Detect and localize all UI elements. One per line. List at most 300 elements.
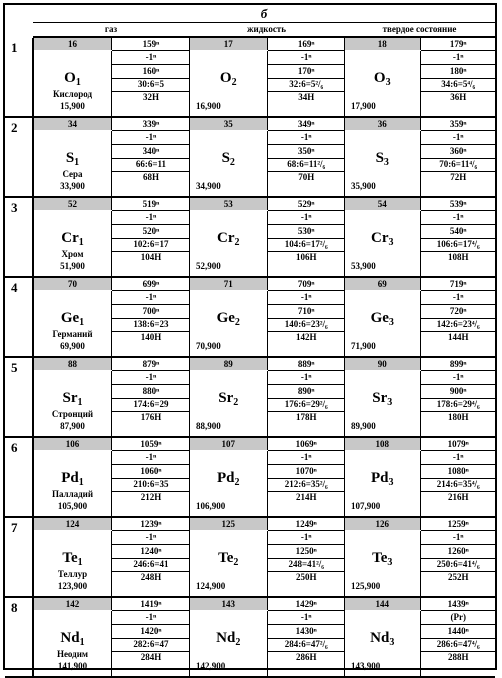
element-values (112, 198, 190, 276)
element-name: Сера (62, 169, 83, 179)
element-value: 879ⁿ (112, 358, 190, 371)
element-value: 252H (447, 572, 469, 582)
element-symbol-letters: S (65, 150, 75, 166)
element-symbol-letters: O (219, 70, 232, 86)
element-value: 36H (450, 92, 467, 102)
element-symbol-area (34, 531, 112, 596)
element-symbol (190, 469, 267, 492)
element-value: 142:6=23⁴/₆ (421, 318, 497, 332)
element-symbol (190, 69, 267, 92)
element-symbol-area (190, 371, 268, 436)
element-symbol-index: 2 (233, 557, 239, 568)
element-value: 66:6=11 (112, 158, 190, 172)
element-symbol-index: 2 (234, 477, 240, 488)
element-value: 180H (447, 412, 469, 422)
element-symbol-index: 3 (388, 317, 394, 328)
element-value: 1239ⁿ (112, 518, 190, 531)
element-symbol-letters: Nd (216, 630, 236, 646)
element-symbol-area (345, 531, 421, 596)
element-symbol-area (34, 611, 112, 676)
element-value: 1060ⁿ (112, 465, 190, 479)
element-value: 248=41²/₆ (268, 558, 346, 572)
element-group (189, 358, 345, 436)
element-value: 106:6=17⁴/₆ (421, 238, 497, 252)
element-symbol-letters: Pd (61, 470, 79, 486)
element-values (268, 598, 346, 676)
element-symbol-area (345, 611, 421, 676)
element-value: 180ⁿ (421, 65, 497, 79)
element-mass: 71,900 (351, 341, 376, 351)
element-number: 54 (345, 198, 421, 210)
element-mass: 16,900 (196, 101, 221, 111)
element-values (112, 118, 190, 196)
element-value: 159ⁿ (112, 38, 190, 51)
element-value: 72H (450, 172, 467, 182)
element-value: 250H (295, 572, 317, 582)
element-symbol (345, 149, 420, 172)
element-group (33, 198, 190, 276)
element-value: 720ⁿ (421, 305, 497, 319)
table-row (5, 198, 495, 278)
element-value: -1ⁿ (112, 211, 190, 225)
element-number: 143 (190, 598, 268, 610)
element-symbol-letters: Cr (371, 230, 389, 246)
element-number: 107 (190, 438, 268, 450)
element-symbol-index: 3 (389, 637, 395, 648)
element-group (189, 518, 345, 596)
element-value: 178H (295, 412, 317, 422)
element-symbol-letters: Cr (61, 230, 79, 246)
element-values (112, 518, 190, 596)
element-number: 52 (34, 198, 112, 210)
element-value: 1429ⁿ (268, 598, 346, 611)
element-value: 212:6=35²/₆ (268, 478, 346, 492)
element-value: 178:6=29⁴/₆ (421, 398, 497, 412)
table-row (5, 518, 495, 598)
element-value: 176:6=29²/₆ (268, 398, 346, 412)
element-symbol-index: 1 (77, 557, 83, 568)
element-symbol-area (190, 51, 268, 116)
element-value: 520ⁿ (112, 225, 190, 239)
element-value: 140:6=23²/₆ (268, 318, 346, 332)
element-value: 288H (447, 652, 469, 662)
element-number: 70 (34, 278, 112, 290)
element-mass: 52,900 (196, 261, 221, 271)
element-symbol (345, 469, 420, 492)
element-symbol (190, 149, 267, 172)
element-value: -1ⁿ (268, 51, 346, 65)
element-symbol-index: 1 (79, 317, 85, 328)
element-mass: 107,900 (351, 501, 381, 511)
element-value: 1069ⁿ (268, 438, 346, 451)
element-value: (Pr) (421, 611, 497, 625)
element-value: 519ⁿ (112, 198, 190, 211)
row-number (5, 118, 34, 196)
element-symbol-area (190, 611, 268, 676)
element-values (268, 438, 346, 516)
table-title: б (33, 5, 495, 23)
row-number-label: 2 (11, 120, 18, 135)
element-symbol-letters: Sr (62, 390, 78, 406)
element-value: -1ⁿ (268, 291, 346, 305)
element-number: 90 (345, 358, 421, 370)
element-value: 286H (295, 652, 317, 662)
element-number: 16 (34, 38, 112, 50)
element-value: 32H (142, 92, 159, 102)
element-number: 34 (34, 118, 112, 130)
element-mass: 123,900 (57, 581, 88, 591)
element-symbol-area (34, 51, 112, 116)
element-symbol (190, 309, 267, 332)
table-row (5, 598, 495, 678)
element-group (189, 198, 345, 276)
element-value: 1240ⁿ (112, 545, 190, 559)
element-value: -1ⁿ (421, 51, 497, 65)
element-group (33, 358, 190, 436)
element-value: 286:6=47⁴/₆ (421, 638, 497, 652)
element-mass: 35,900 (351, 181, 376, 191)
element-value: 1420ⁿ (112, 625, 190, 639)
element-symbol (190, 549, 267, 572)
element-number: 88 (34, 358, 112, 370)
row-number (5, 518, 34, 596)
element-value: 710ⁿ (268, 305, 346, 319)
element-mass: 15,900 (60, 101, 85, 111)
element-value: 250:6=41⁴/₆ (421, 558, 497, 572)
column-header-solid: твердое состояние (382, 24, 457, 34)
element-value: 174:6=29 (112, 398, 190, 412)
element-value: 1439ⁿ (421, 598, 497, 611)
row-number (5, 438, 34, 516)
row-number (5, 38, 34, 116)
element-number: 69 (345, 278, 421, 290)
element-value: 1419ⁿ (112, 598, 190, 611)
element-value: 1079ⁿ (421, 438, 497, 451)
element-value: -1ⁿ (268, 131, 346, 145)
element-name: Неодим (56, 649, 89, 659)
element-symbol-letters: S (375, 150, 384, 166)
element-value: -1ⁿ (112, 51, 190, 65)
element-mass: 53,900 (351, 261, 376, 271)
element-group (344, 278, 496, 356)
element-mass: 124,900 (196, 581, 226, 591)
element-value: 1440ⁿ (421, 625, 497, 639)
row-number-label: 4 (11, 280, 18, 295)
element-number: 142 (34, 598, 112, 610)
element-mass: 142,900 (196, 661, 226, 671)
element-symbol-letters: O (64, 70, 76, 86)
element-value: -1ⁿ (112, 451, 190, 465)
element-symbol-area (190, 211, 268, 276)
element-value: 1070ⁿ (268, 465, 346, 479)
element-number: 108 (345, 438, 421, 450)
element-name: Хром (61, 249, 84, 259)
element-mass: 88,900 (196, 421, 221, 431)
element-group (33, 518, 190, 596)
element-values (112, 358, 190, 436)
element-value: -1ⁿ (268, 211, 346, 225)
element-number: 106 (34, 438, 112, 450)
element-value: 284:6=47²/₆ (268, 638, 346, 652)
element-group (189, 438, 345, 516)
element-symbol-letters: Ge (370, 310, 389, 326)
element-symbol (345, 629, 420, 652)
element-symbol (190, 229, 267, 252)
element-number: 71 (190, 278, 268, 290)
element-value: 880ⁿ (112, 385, 190, 399)
element-group (33, 598, 190, 676)
element-value: 539ⁿ (421, 198, 497, 211)
element-value: -1ⁿ (112, 131, 190, 145)
element-symbol-letters: Sr (372, 390, 388, 406)
element-symbol-area (34, 371, 112, 436)
element-symbol-letters: Nd (60, 630, 80, 646)
element-symbol-area (345, 371, 421, 436)
element-value: 216H (447, 492, 469, 502)
element-symbol-index: 2 (234, 237, 240, 248)
element-mass: 17,900 (351, 101, 376, 111)
element-group (344, 198, 496, 276)
element-value: 32:6=5²/₆ (268, 78, 346, 92)
element-number: 18 (345, 38, 421, 50)
element-value: 1259ⁿ (421, 518, 497, 531)
element-symbol (345, 389, 420, 412)
element-group (344, 38, 496, 116)
element-values (421, 118, 497, 196)
element-group (189, 118, 345, 196)
element-symbol-area (345, 51, 421, 116)
element-value: 529ⁿ (268, 198, 346, 211)
element-mass: 143,900 (351, 661, 381, 671)
element-symbol-index: 1 (78, 237, 84, 248)
element-symbol-letters: Te (372, 550, 388, 566)
element-value: 138:6=23 (112, 318, 190, 332)
element-value: 700ⁿ (112, 305, 190, 319)
element-value: 246:6=41 (112, 558, 190, 572)
element-group (189, 38, 345, 116)
element-symbol-area (34, 451, 112, 516)
element-symbol-index: 2 (229, 157, 235, 168)
element-symbol-letters: O (373, 70, 386, 86)
element-value: -1ⁿ (268, 451, 346, 465)
element-symbol-index: 1 (78, 477, 84, 488)
element-group (33, 118, 190, 196)
element-value: 248H (140, 572, 162, 582)
element-mass: 105,900 (57, 501, 88, 511)
element-symbol-index: 2 (235, 637, 241, 648)
element-symbol-area (34, 131, 112, 196)
element-value: 360ⁿ (421, 145, 497, 159)
element-symbol-area (190, 531, 268, 596)
element-value: 214H (295, 492, 317, 502)
element-values (421, 198, 497, 276)
periodic-table-sheet (3, 3, 497, 670)
element-value: 169ⁿ (268, 38, 346, 51)
element-symbol-letters: Pd (216, 470, 235, 486)
element-value: 540ⁿ (421, 225, 497, 239)
element-value: 104:6=17²/₆ (268, 238, 346, 252)
element-value: 900ⁿ (421, 385, 497, 399)
element-value: -1ⁿ (268, 611, 346, 625)
element-number: 89 (190, 358, 268, 370)
row-number-label: 5 (11, 360, 18, 375)
element-values (421, 598, 497, 676)
table-row (5, 358, 495, 438)
element-symbol-index: 2 (234, 317, 240, 328)
element-value: 104H (140, 252, 162, 262)
element-values (421, 38, 497, 116)
element-symbol (345, 69, 420, 92)
element-value: 68H (142, 172, 159, 182)
table-row (5, 438, 495, 518)
element-value: 140H (140, 332, 162, 342)
element-symbol-index: 1 (75, 77, 81, 88)
element-value: 30:6=5 (112, 78, 190, 92)
element-group (33, 438, 190, 516)
element-symbol-letters: Ge (216, 310, 235, 326)
row-number (5, 598, 34, 676)
element-value: 70H (298, 172, 315, 182)
element-value: 144H (447, 332, 469, 342)
element-values (112, 278, 190, 356)
row-number (5, 278, 34, 356)
element-group (189, 598, 345, 676)
row-number-label: 8 (11, 600, 18, 615)
element-value: 210:6=35 (112, 478, 190, 492)
element-values (268, 358, 346, 436)
element-symbol-index: 1 (79, 637, 85, 648)
element-value: 170ⁿ (268, 65, 346, 79)
element-symbol-index: 1 (77, 397, 83, 408)
element-symbol-letters: Nd (370, 630, 390, 646)
element-values (268, 118, 346, 196)
element-number: 35 (190, 118, 268, 130)
element-value: 214:6=35⁴/₆ (421, 478, 497, 492)
element-number: 126 (345, 518, 421, 530)
element-value: 108H (447, 252, 469, 262)
element-values (421, 518, 497, 596)
element-symbol-area (34, 211, 112, 276)
element-mass: 51,900 (60, 261, 85, 271)
element-group (344, 598, 496, 676)
element-value: -1ⁿ (112, 371, 190, 385)
element-group (344, 358, 496, 436)
element-symbol (345, 309, 420, 332)
element-value: 212H (140, 492, 162, 502)
column-header-row (33, 22, 495, 38)
element-value: -1ⁿ (112, 531, 190, 545)
element-symbol-index: 2 (231, 77, 237, 88)
element-value: 160ⁿ (112, 65, 190, 79)
element-group (33, 278, 190, 356)
element-symbol-area (345, 291, 421, 356)
element-mass: 106,900 (196, 501, 226, 511)
element-value: -1ⁿ (268, 371, 346, 385)
element-symbol-index: 3 (387, 557, 393, 568)
element-symbol-area (345, 451, 421, 516)
element-symbol-area (190, 451, 268, 516)
element-symbol-area (345, 131, 421, 196)
element-value: 282:6=47 (112, 638, 190, 652)
element-value: -1ⁿ (421, 371, 497, 385)
element-value: 68:6=11²/₆ (268, 158, 346, 172)
element-value: -1ⁿ (268, 531, 346, 545)
element-symbol-letters: Sr (218, 390, 234, 406)
element-symbol-letters: Cr (217, 230, 235, 246)
element-symbol-letters: Te (218, 550, 234, 566)
element-mass: 34,900 (196, 181, 221, 191)
element-value: 1250ⁿ (268, 545, 346, 559)
element-name: Стронций (51, 409, 94, 419)
element-symbol-letters: Ge (60, 310, 80, 326)
element-number: 124 (34, 518, 112, 530)
element-value: 530ⁿ (268, 225, 346, 239)
element-mass: 141,900 (57, 661, 88, 671)
column-header-gas: газ (104, 24, 118, 34)
element-name: Германий (52, 329, 93, 339)
element-symbol-index: 3 (385, 77, 391, 88)
row-number (5, 198, 34, 276)
element-value: 1260ⁿ (421, 545, 497, 559)
element-symbol-area (190, 291, 268, 356)
element-number: 36 (345, 118, 421, 130)
element-value: 1249ⁿ (268, 518, 346, 531)
element-value: 699ⁿ (112, 278, 190, 291)
element-mass: 69,900 (60, 341, 85, 351)
column-header-liquid: жидкость (246, 24, 286, 34)
element-value: 1059ⁿ (112, 438, 190, 451)
element-symbol (190, 629, 267, 652)
row-number-label: 6 (11, 440, 18, 455)
element-value: 1080ⁿ (421, 465, 497, 479)
element-value: -1ⁿ (421, 451, 497, 465)
element-name: Кислород (52, 89, 93, 99)
element-value: 339ⁿ (112, 118, 190, 131)
element-value: 719ⁿ (421, 278, 497, 291)
element-value: 70:6=11⁴/₆ (421, 158, 497, 172)
element-symbol-index: 3 (387, 397, 393, 408)
element-mass: 33,900 (60, 181, 85, 191)
element-mass: 87,900 (60, 421, 85, 431)
element-value: 349ⁿ (268, 118, 346, 131)
element-symbol-letters: Pd (370, 470, 389, 486)
element-values (421, 438, 497, 516)
element-symbol-letters: Te (62, 550, 78, 566)
element-group (344, 118, 496, 196)
element-value: 179ⁿ (421, 38, 497, 51)
element-value: 890ⁿ (268, 385, 346, 399)
element-name: Теллур (57, 569, 88, 579)
element-symbol-area (34, 291, 112, 356)
element-value: 34H (298, 92, 315, 102)
element-values (112, 598, 190, 676)
element-value: 102:6=17 (112, 238, 190, 252)
element-symbol-index: 3 (388, 237, 394, 248)
element-values (268, 518, 346, 596)
element-symbol (190, 389, 267, 412)
element-name: Палладий (51, 489, 94, 499)
element-symbol-area (190, 131, 268, 196)
element-values (268, 38, 346, 116)
element-value: -1ⁿ (421, 531, 497, 545)
element-values (268, 278, 346, 356)
element-value: 142H (295, 332, 317, 342)
table-row (5, 278, 495, 358)
element-value: 350ⁿ (268, 145, 346, 159)
element-symbol (345, 229, 420, 252)
element-number: 17 (190, 38, 268, 50)
row-number-label: 7 (11, 520, 18, 535)
